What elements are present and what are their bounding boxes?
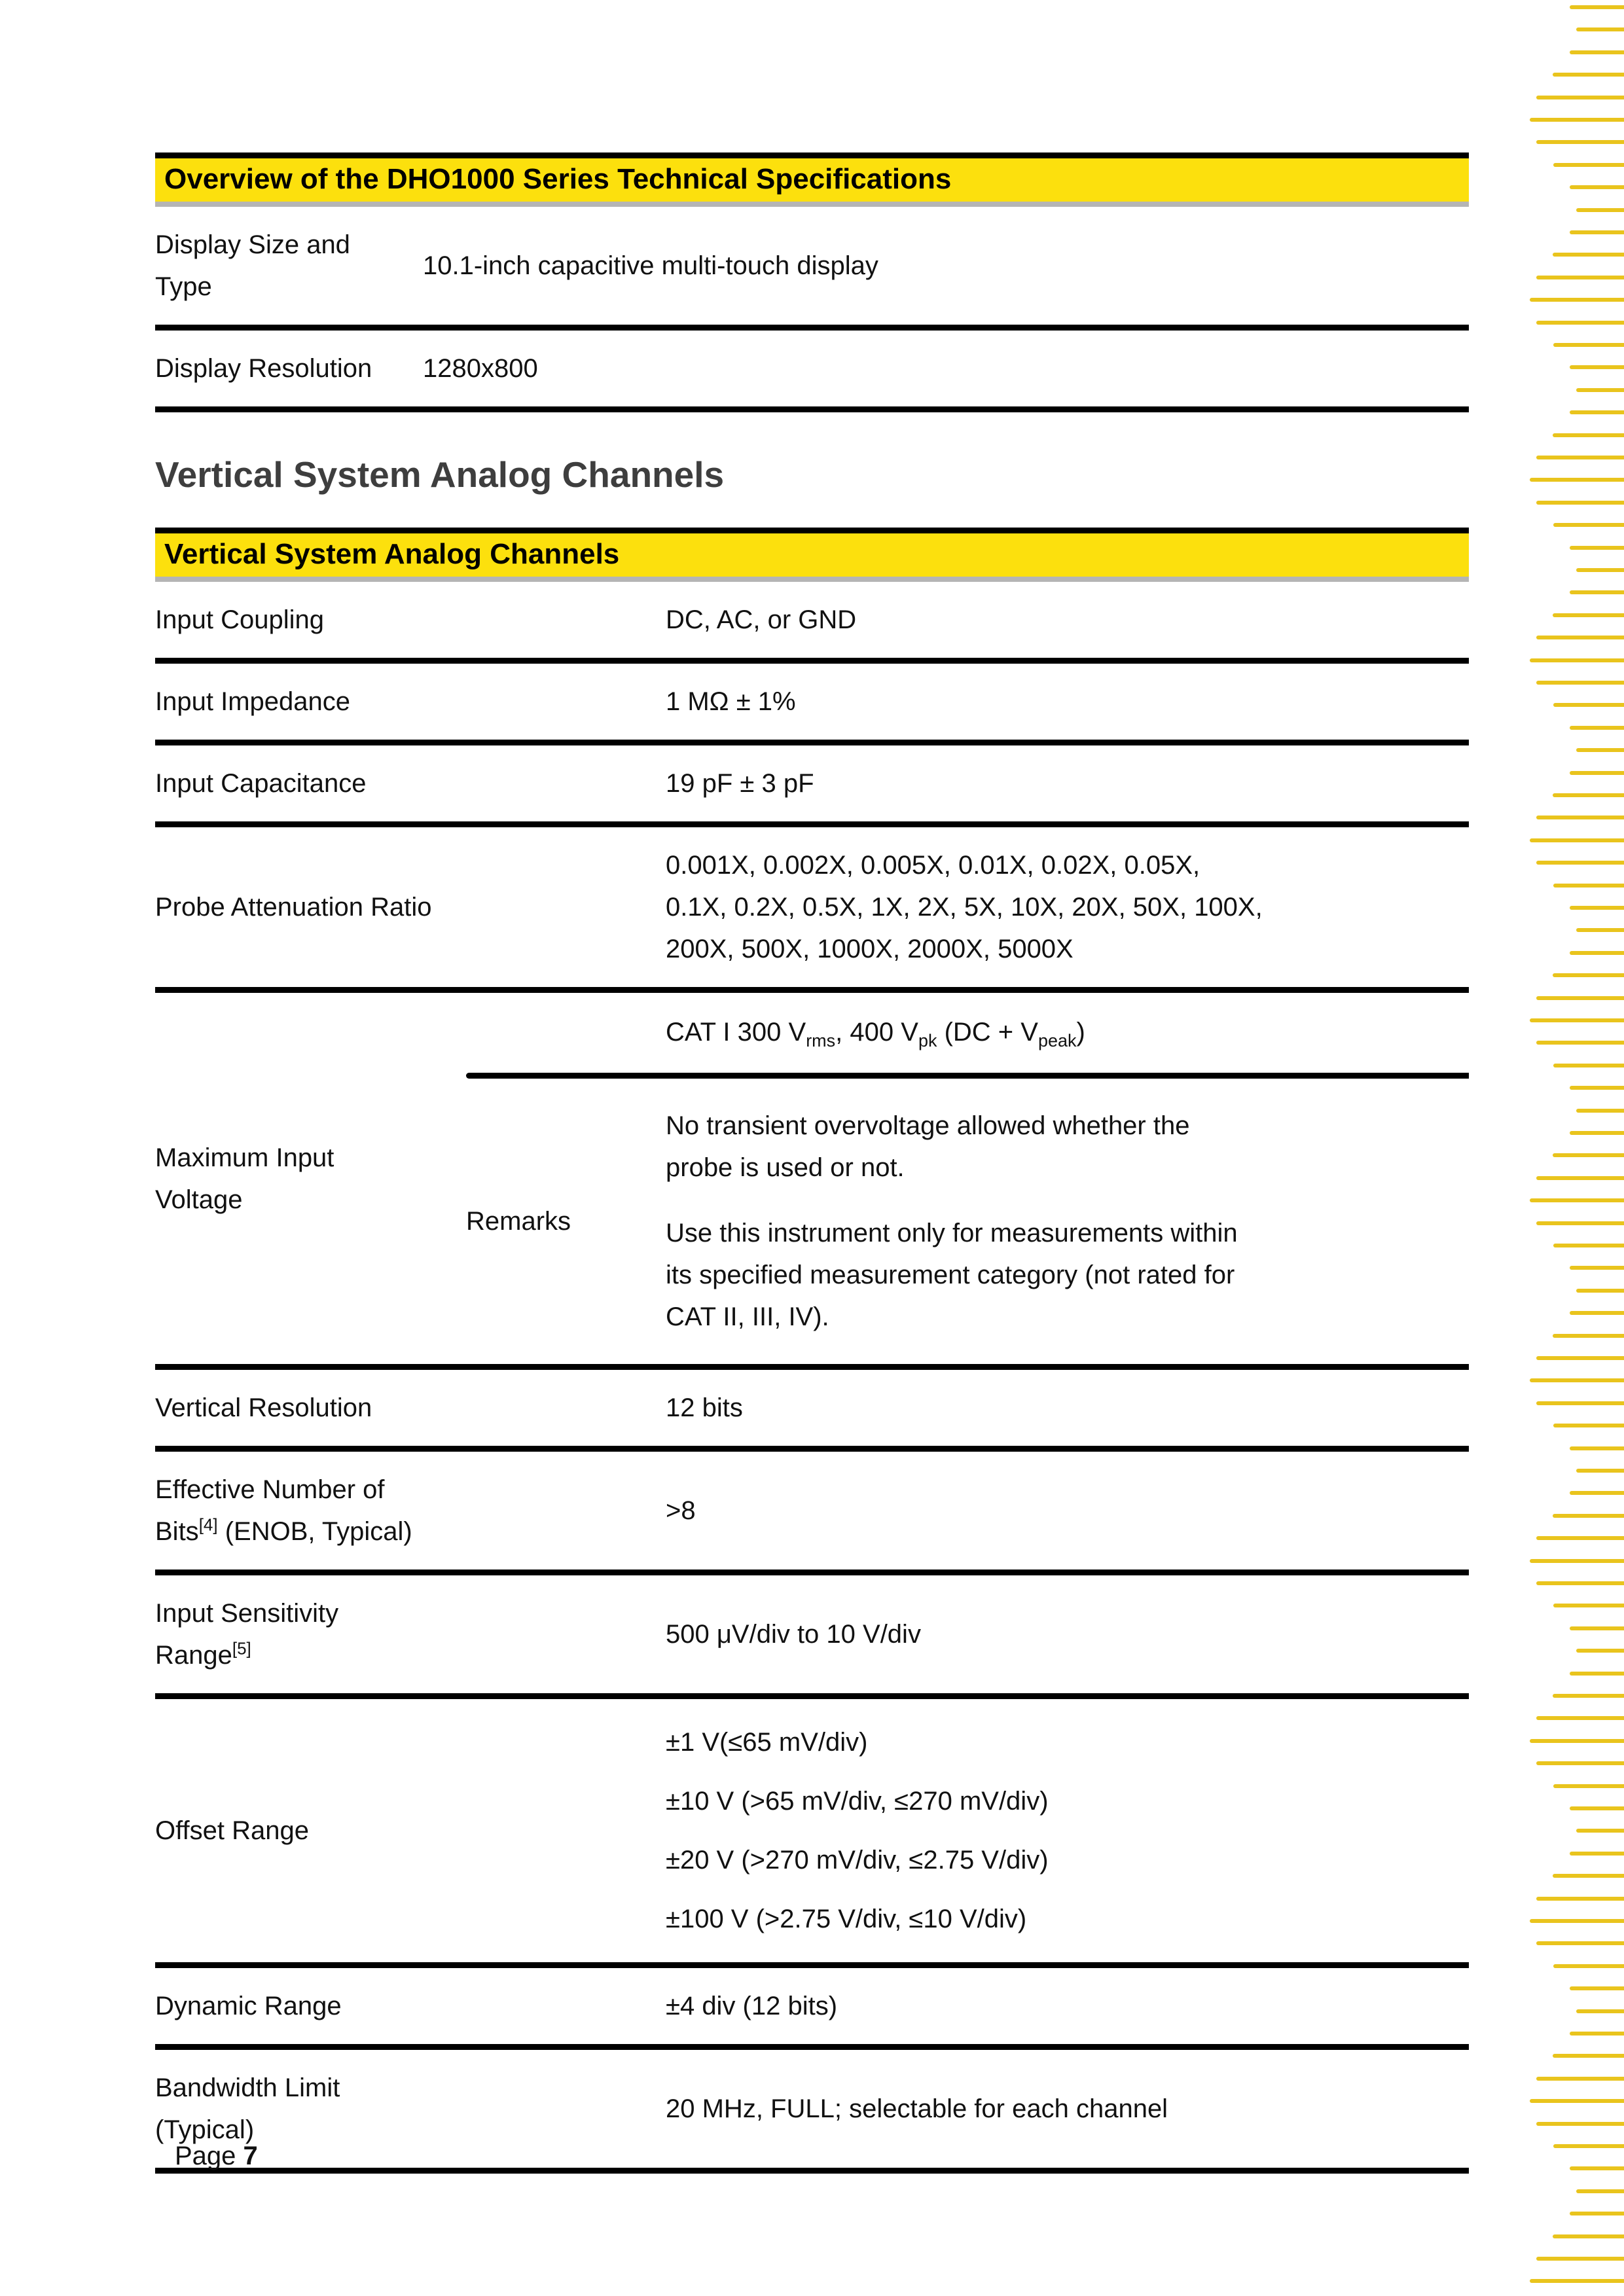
edge-dash <box>1570 2166 1624 2170</box>
edge-dash <box>1576 568 1624 572</box>
edge-dash <box>1536 1401 1624 1405</box>
page-number: 7 <box>243 2142 258 2170</box>
footnote-superscript: [5] <box>232 1638 251 1659</box>
edge-dash <box>1536 1941 1624 1945</box>
edge-dash <box>1553 1964 1624 1968</box>
edge-dash <box>1530 118 1624 122</box>
edge-dash <box>1570 546 1624 550</box>
edge-dash <box>1553 1244 1624 1247</box>
rating-text: ) <box>1076 1018 1085 1047</box>
edge-dash <box>1536 1041 1624 1045</box>
edge-dash <box>1570 230 1624 234</box>
edge-dash <box>1536 456 1624 459</box>
spec-label: Dynamic Range <box>155 1992 342 2020</box>
edge-dash <box>1536 1176 1624 1180</box>
edge-dash <box>1570 2212 1624 2215</box>
edge-dash <box>1570 1491 1624 1495</box>
edge-dash <box>1576 27 1624 31</box>
edge-dash <box>1576 1289 1624 1293</box>
edge-dash <box>1576 748 1624 752</box>
table-row-bandwidth-limit <box>155 2050 1469 2174</box>
vertical-table-header: Vertical System Analog Channels <box>155 533 1469 577</box>
spec-value: DC, AC, or GND <box>666 605 857 634</box>
spec-value: 19 pF ± 3 pF <box>666 769 814 798</box>
edge-dash <box>1553 1604 1624 1607</box>
edge-dash <box>1570 726 1624 730</box>
edge-dash <box>1570 50 1624 54</box>
edge-dash <box>1570 185 1624 189</box>
rating-text: (DC + V <box>937 1018 1038 1047</box>
edge-dash <box>1553 613 1624 617</box>
edge-dash <box>1530 2279 1624 2283</box>
edge-dash <box>1553 253 1624 257</box>
edge-dash <box>1530 1559 1624 1563</box>
edge-dash <box>1570 1672 1624 1676</box>
spec-value: 10.1-inch capacitive multi-touch display <box>423 251 878 280</box>
spec-value: ±4 div (12 bits) <box>666 1992 838 2020</box>
table-row-enob <box>155 1452 1469 1575</box>
remarks-paragraph: No transient overvoltage allowed whether the probe is used or not. <box>666 1111 1190 1182</box>
edge-dash <box>1530 1378 1624 1382</box>
spec-label: Probe Attenuation Ratio <box>155 893 432 922</box>
spec-value: 12 bits <box>666 1393 743 1422</box>
edge-dash <box>1553 523 1624 527</box>
edge-dash <box>1576 1649 1624 1653</box>
edge-dash <box>1536 1761 1624 1765</box>
offset-range-line: ±10 V (>65 mV/div, ≤270 mV/div) <box>666 1787 1049 1816</box>
rating-subscript: pk <box>918 1031 937 1050</box>
edge-dash-decoration <box>1519 0 1624 2296</box>
spec-label: Display Resolution <box>155 354 372 383</box>
table-row-input-sensitivity <box>155 1575 1469 1699</box>
page-content <box>155 0 1469 2174</box>
edge-dash <box>1553 1334 1624 1338</box>
spec-label <box>155 1575 456 1693</box>
rating-subscript: peak <box>1038 1031 1077 1050</box>
top-margin <box>155 0 1469 152</box>
edge-dash <box>1553 703 1624 707</box>
edge-dash <box>1576 928 1624 932</box>
edge-dash <box>1536 2077 1624 2081</box>
edge-dash <box>1553 2054 1624 2058</box>
spec-label: Display Size and Type <box>155 230 350 301</box>
edge-dash <box>1536 2122 1624 2126</box>
table-row <box>155 207 1469 331</box>
edge-dash <box>1570 1086 1624 1090</box>
edge-dash <box>1536 1536 1624 1540</box>
edge-dash <box>1570 1131 1624 1135</box>
spec-label: Input Coupling <box>155 605 324 634</box>
edge-dash <box>1570 2032 1624 2036</box>
edge-dash <box>1530 1018 1624 1022</box>
remarks-label: Remarks <box>466 1207 571 1236</box>
table-row <box>155 331 1469 412</box>
spec-label <box>155 1452 456 1570</box>
edge-dash <box>1553 1784 1624 1788</box>
spec-label: Offset Range <box>155 1816 309 1845</box>
header-underline <box>155 577 1469 582</box>
spec-value: 20 MHz, FULL; selectable for each channel <box>666 2094 1168 2123</box>
edge-dash <box>1570 590 1624 594</box>
page-footer <box>175 2142 258 2171</box>
edge-dash <box>1536 1221 1624 1225</box>
edge-dash <box>1530 1198 1624 1202</box>
spec-value: 500 μV/div to 10 V/div <box>666 1620 921 1649</box>
edge-dash <box>1576 388 1624 392</box>
edge-dash <box>1530 298 1624 302</box>
edge-dash <box>1576 2189 1624 2193</box>
table-top-border <box>155 528 1469 533</box>
edge-dash <box>1530 1919 1624 1923</box>
footnote-superscript: [4] <box>198 1515 218 1535</box>
table-row-dynamic-range <box>155 1968 1469 2050</box>
label-text: Input Sensitivity Range <box>155 1599 339 1670</box>
spec-label: Maximum Input Voltage <box>155 1143 334 1214</box>
edge-dash <box>1536 1356 1624 1360</box>
spec-label: Vertical Resolution <box>155 1393 372 1422</box>
spec-label: Input Impedance <box>155 687 350 716</box>
label-text: Effective Number of Bits <box>155 1475 385 1546</box>
edge-dash <box>1570 1852 1624 1856</box>
edge-dash <box>1536 2257 1624 2261</box>
edge-dash <box>1553 2234 1624 2238</box>
table-row-input-impedance <box>155 664 1469 745</box>
inner-separator <box>466 1073 1469 1079</box>
rating-text: CAT I 300 V <box>666 1018 806 1047</box>
edge-dash <box>1576 1109 1624 1113</box>
rating-subscript: rms <box>806 1031 836 1050</box>
edge-dash <box>1553 1514 1624 1518</box>
edge-dash <box>1553 1874 1624 1878</box>
edge-dash <box>1576 1469 1624 1473</box>
table-row-offset-range <box>155 1699 1469 1968</box>
edge-dash <box>1570 1446 1624 1450</box>
edge-dash <box>1530 1739 1624 1743</box>
edge-dash <box>1570 365 1624 369</box>
edge-dash <box>1570 1986 1624 1990</box>
overview-spec-table <box>155 152 1469 412</box>
edge-dash <box>1553 2144 1624 2148</box>
table-row-probe-attenuation <box>155 827 1469 993</box>
edge-dash <box>1553 73 1624 77</box>
edge-dash <box>1553 1153 1624 1157</box>
edge-dash <box>1536 276 1624 279</box>
header-underline <box>155 202 1469 207</box>
edge-dash <box>1553 163 1624 167</box>
edge-dash <box>1536 321 1624 325</box>
edge-dash <box>1530 658 1624 662</box>
edge-dash <box>1536 861 1624 865</box>
table-top-border <box>155 152 1469 158</box>
edge-dash <box>1570 906 1624 910</box>
edge-dash <box>1536 1897 1624 1901</box>
edge-dash <box>1536 681 1624 685</box>
offset-range-line: ±20 V (>270 mV/div, ≤2.75 V/div) <box>666 1846 1049 1874</box>
spec-value <box>666 1699 1268 1962</box>
edge-dash <box>1536 996 1624 1000</box>
edge-dash <box>1536 501 1624 505</box>
edge-dash <box>1553 1424 1624 1427</box>
edge-dash <box>1536 1716 1624 1720</box>
remarks-paragraph: Use this instrument only for measurements within its specified measurement category (not rated for CAT II, III, IV). <box>666 1219 1238 1331</box>
table-row-input-capacitance <box>155 745 1469 827</box>
vertical-system-table <box>155 528 1469 2174</box>
edge-dash <box>1570 1266 1624 1270</box>
table-row-maximum-input-voltage <box>155 993 1469 1370</box>
section-heading: Vertical System Analog Channels <box>155 454 725 495</box>
edge-dash <box>1530 838 1624 842</box>
remarks-text <box>666 1079 1255 1364</box>
label-text: (ENOB, Typical) <box>217 1517 412 1546</box>
edge-dash <box>1553 433 1624 437</box>
offset-range-line: ±100 V (>2.75 V/div, ≤10 V/div) <box>666 1905 1027 1933</box>
edge-dash <box>1553 793 1624 797</box>
overview-table-header: Overview of the DHO1000 Series Technical Specifications <box>155 158 1469 202</box>
edge-dash <box>1570 1806 1624 1810</box>
edge-dash <box>1553 973 1624 977</box>
edge-dash <box>1553 884 1624 888</box>
edge-dash <box>1576 1829 1624 1833</box>
spec-value: 0.001X, 0.002X, 0.005X, 0.01X, 0.02X, 0.05X, 0.1X, 0.2X, 0.5X, 1X, 2X, 5X, 10X, 20X, 50X, 100X, 200X, 500X, 1000X, 2000X, 5000X <box>666 851 1263 963</box>
spec-value: 1 MΩ ± 1% <box>666 687 796 716</box>
edge-dash <box>1570 1311 1624 1315</box>
edge-dash <box>1530 2099 1624 2103</box>
edge-dash <box>1536 140 1624 144</box>
offset-range-line: ±1 V(≤65 mV/div) <box>666 1728 868 1757</box>
table-row-vertical-resolution <box>155 1370 1469 1452</box>
edge-dash <box>1570 1626 1624 1630</box>
edge-dash <box>1570 410 1624 414</box>
edge-dash <box>1576 2009 1624 2013</box>
edge-dash <box>1553 343 1624 347</box>
edge-dash <box>1536 1581 1624 1585</box>
edge-dash <box>1553 1064 1624 1067</box>
edge-dash <box>1570 951 1624 955</box>
edge-dash <box>1536 96 1624 99</box>
edge-dash <box>1536 636 1624 639</box>
page-footer-label: Page <box>175 2142 236 2170</box>
edge-dash <box>1570 771 1624 775</box>
edge-dash <box>1576 208 1624 212</box>
max-voltage-rating <box>666 993 1469 1073</box>
edge-dash <box>1536 816 1624 819</box>
spec-value: >8 <box>666 1496 696 1525</box>
spec-label: Input Capacitance <box>155 769 367 798</box>
rating-text: , 400 V <box>835 1018 918 1047</box>
spec-value: 1280x800 <box>423 354 538 383</box>
table-row-input-coupling <box>155 582 1469 664</box>
spec-label: Bandwidth Limit (Typical) <box>155 2073 340 2144</box>
edge-dash <box>1530 478 1624 482</box>
edge-dash <box>1553 1694 1624 1698</box>
edge-dash <box>1570 5 1624 9</box>
